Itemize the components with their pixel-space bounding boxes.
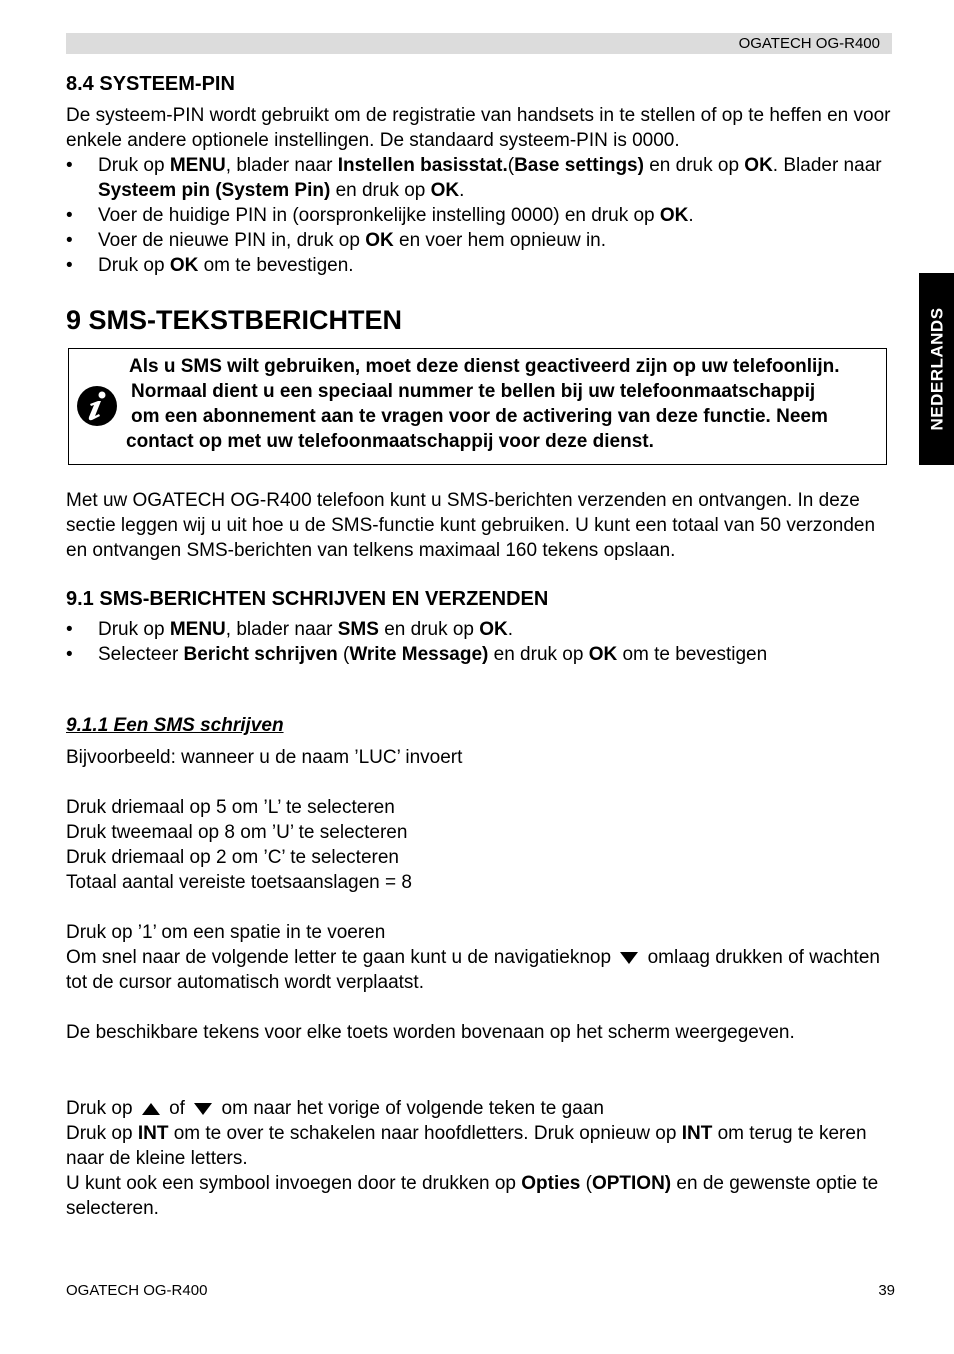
key-steps <box>66 795 896 895</box>
arrow-up-icon <box>142 1103 160 1115</box>
arrow-down-icon <box>194 1103 212 1115</box>
list-item: • Druk op MENU, blader naar SMS en druk op OK. <box>66 619 514 640</box>
info-note-text: Als u SMS wilt gebruiken, moet deze dienst geactiveerd zijn op uw telefoonlijn. Normaal dient u een speciaal nummer te bellen bij uw telefoonmaatschappij om een abonnement aan te vragen voor de activering van deze functie. Neem contact op met uw telefoonmaatschappij voor deze dienst. <box>126 356 840 452</box>
list-item: • Druk op MENU, blader naar Instellen basisstat.(Base settings) en druk op OK. Blader naar Systeem pin (System Pin) en druk op OK. <box>66 155 882 201</box>
section-9-intro: Met uw OGATECH OG-R400 telefoon kunt u SMS-berichten verzenden en ontvangen. In deze sectie leggen wij u uit hoe u de SMS-functie kunt gebruiken. U kunt een totaal van 50 verzonden en ontvangen SMS-berichten van telkens maximaal 160 tekens opslaan. <box>66 490 876 561</box>
list-item: • Voer de nieuwe PIN in, druk op OK en voer hem opnieuw in. <box>66 230 607 251</box>
section-8-4-heading: 8.4 SYSTEEM-PIN <box>66 73 235 95</box>
list-item: • Voer de huidige PIN in (oorspronkelijke instelling 0000) en druk op OK. <box>66 205 694 226</box>
language-tab <box>919 273 954 465</box>
step-line: Druk tweemaal op 8 om ’U’ te selecteren <box>66 822 408 843</box>
section-9-1-1-heading: 9.1.1 Een SMS schrijven <box>66 715 284 736</box>
info-note-box <box>68 348 887 465</box>
list-item: • Druk op OK om te bevestigen. <box>66 255 354 276</box>
step-line: Totaal aantal vereiste toetsaanslagen = 8 <box>66 872 412 893</box>
page-number: 39 <box>878 1282 895 1299</box>
info-icon <box>76 385 118 427</box>
available-chars-text: De beschikbare tekens voor elke toets worden bovenaan op het scherm weergegeven. <box>66 1022 795 1043</box>
arrow-instruction: Druk op of om naar het vorige of volgende teken te gaan <box>66 1098 604 1119</box>
section-9-heading: 9 SMS-TEKSTBERICHTEN <box>66 305 403 335</box>
footer-product: OGATECH OG-R400 <box>66 1282 208 1299</box>
section-8-4-intro: De systeem-PIN wordt gebruikt om de registratie van handsets in te stellen of op te heffen en voor enkele andere optionele instellingen. De standaard systeem-PIN is 0000. <box>66 105 891 151</box>
language-tab-label: NEDERLANDS <box>927 307 946 431</box>
header-title: OGATECH OG-R400 <box>738 35 880 52</box>
symbol-instruction: U kunt ook een symbool invoegen door te drukken op Opties (OPTION) en de gewenste optie te selecteren. <box>66 1173 879 1219</box>
navigation-instruction: Om snel naar de volgende letter te gaan kunt u de navigatieknop omlaag drukken of wachten tot de cursor automatisch wordt verplaatst. <box>66 947 880 993</box>
space-instruction: Druk op ’1’ om een spatie in te voeren <box>66 922 386 943</box>
section-9-1-bullets <box>66 617 896 667</box>
step-line: Druk driemaal op 2 om ’C’ te selecteren <box>66 847 399 868</box>
arrow-down-icon <box>620 952 638 964</box>
example-text: Bijvoorbeeld: wanneer u de naam ’LUC’ invoert <box>66 747 463 768</box>
page-header <box>66 33 892 54</box>
section-9-1-heading: 9.1 SMS-BERICHTEN SCHRIJVEN EN VERZENDEN <box>66 588 549 610</box>
section-8-4-bullets <box>66 153 896 278</box>
int-instruction: Druk op INT om te over te schakelen naar hoofdletters. Druk opnieuw op INT om terug te keren naar de kleine letters. <box>66 1123 867 1169</box>
step-line: Druk driemaal op 5 om ’L’ te selecteren <box>66 797 395 818</box>
list-item: • Selecteer Bericht schrijven (Write Message) en druk op OK om te bevestigen <box>66 644 768 665</box>
